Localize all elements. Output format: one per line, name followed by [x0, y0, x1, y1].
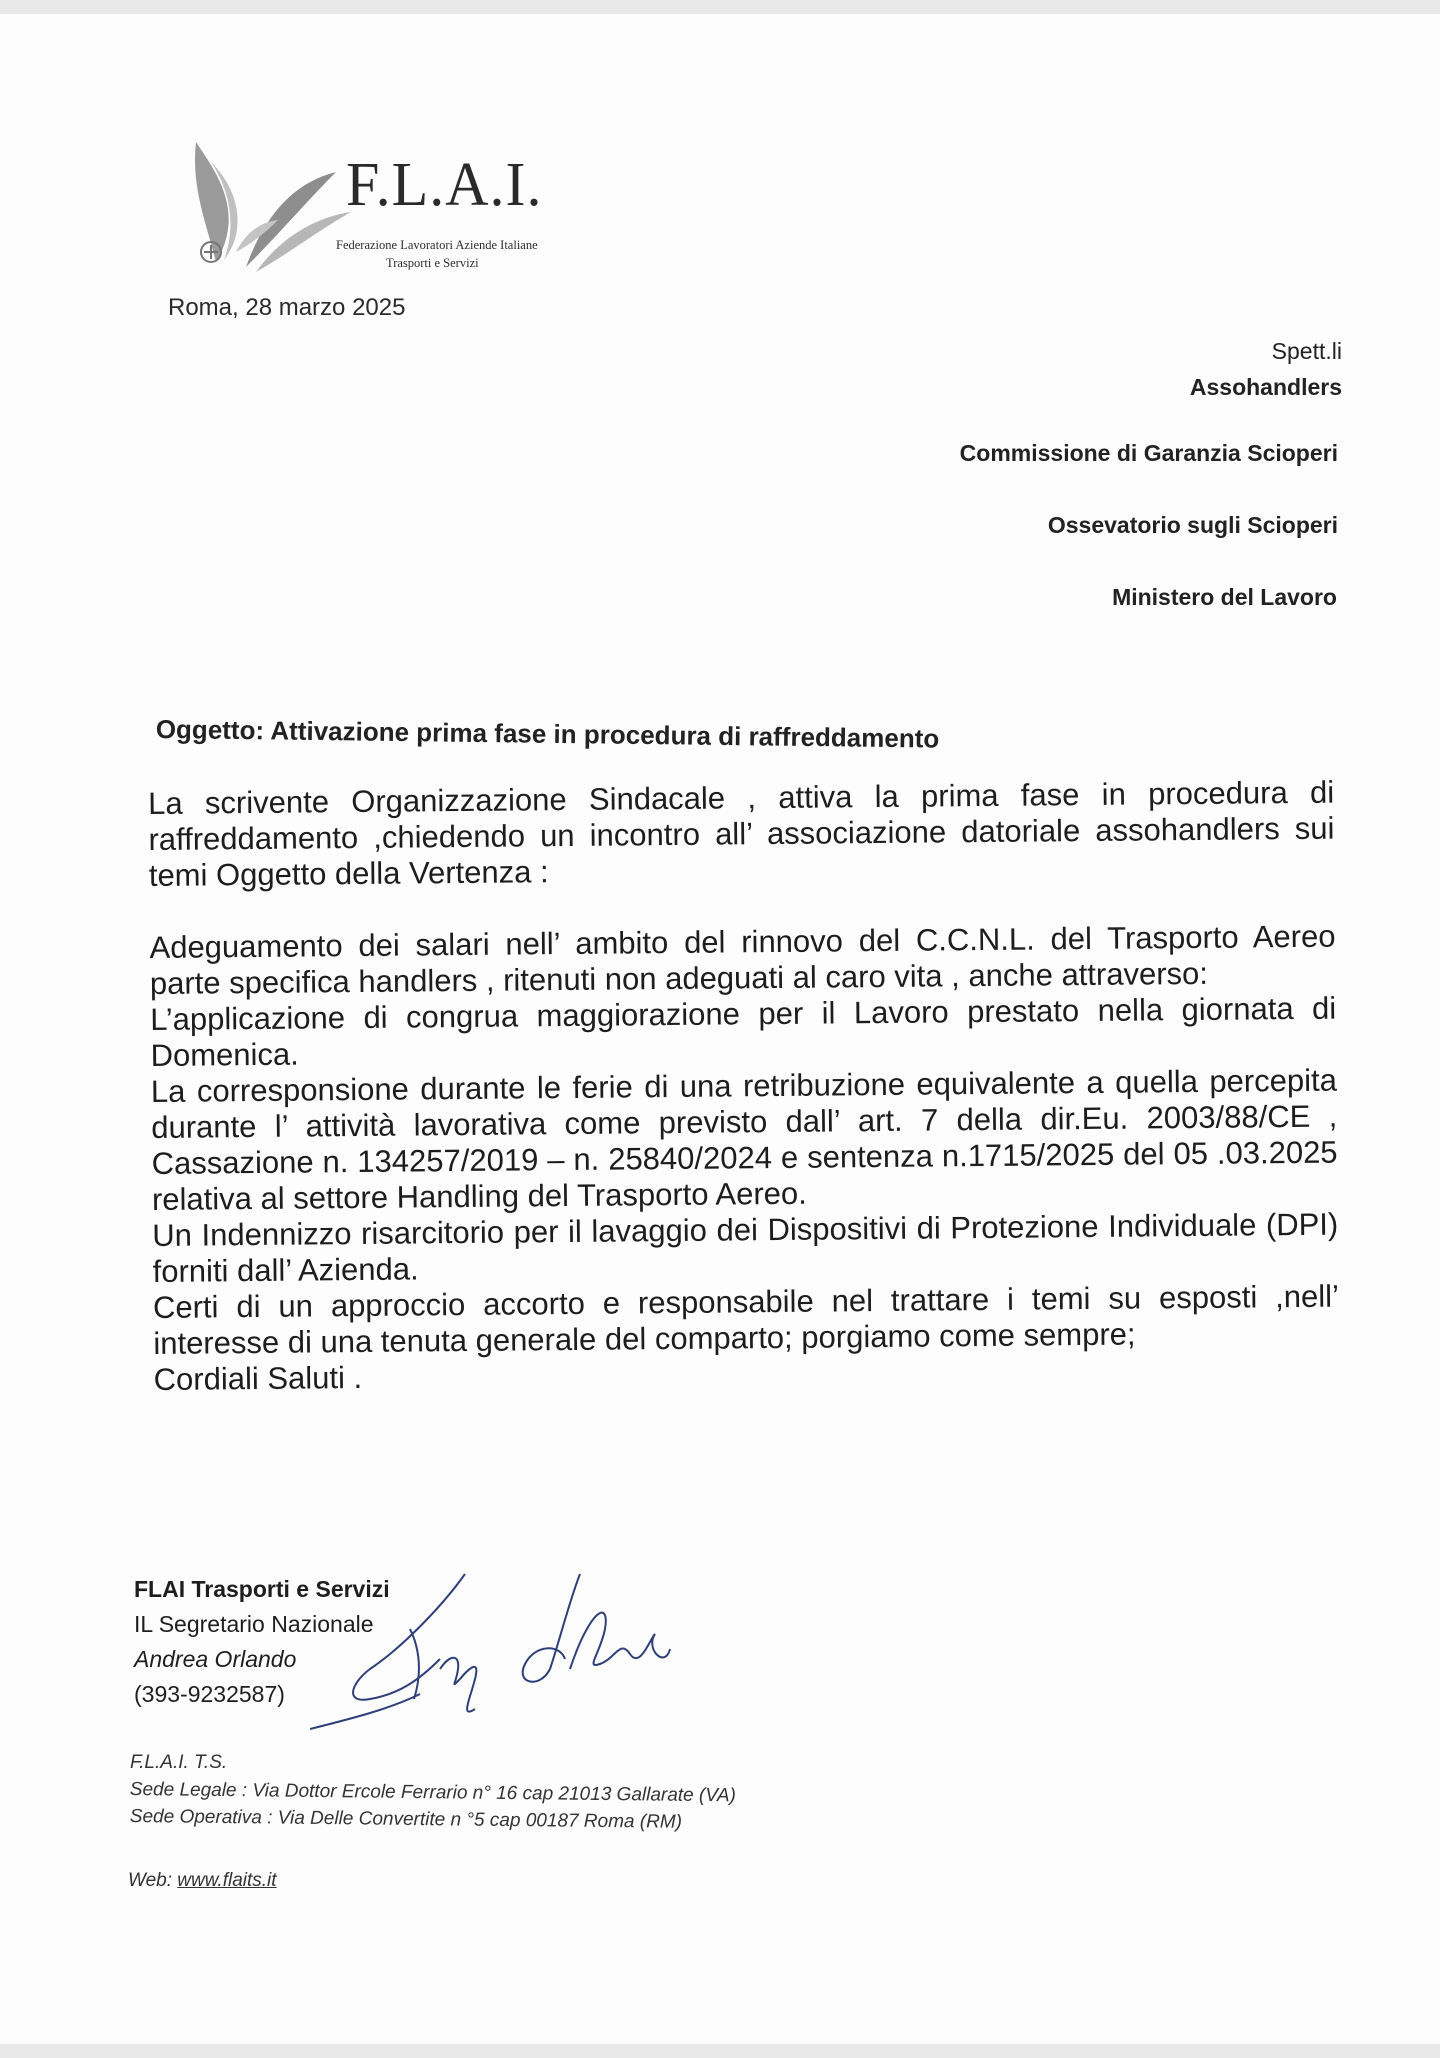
- footer-web: [128, 1870, 277, 1892]
- body-point-salari: Adeguamento dei salari nell’ ambito del rinnovo del C.C.N.L. del Trasporto Aereo parte specifica handlers , ritenuti non adeguati al caro vita , anche attraverso:: [149, 918, 1336, 1001]
- footer-legal-seat: Sede Legale : Via Dottor Ercole Ferrario n° 16 cap 21013 Gallarate (VA): [129, 1778, 737, 1807]
- signatory-organization: FLAI Trasporti e Servizi: [134, 1576, 390, 1602]
- letter-subject: Oggetto: Attivazione prima fase in procedura di raffreddamento: [155, 714, 940, 754]
- recipient-assohandlers: Assohandlers: [1189, 374, 1342, 400]
- body-point-dpi: Un Indennizzo risarcitorio per il lavaggio dei Dispositivi di Protezione Individuale (DPI) forniti dall’ Azienda.: [152, 1206, 1339, 1289]
- footer-entity: F.L.A.I. T.S.: [130, 1752, 228, 1773]
- letter-footer: [129, 1749, 737, 1833]
- signatory-role: IL Segretario Nazionale: [134, 1611, 374, 1637]
- web-link[interactable]: www.flaits.it: [177, 1870, 277, 1891]
- body-closing: Certi di un approccio accorto e responsabile nel trattare i temi su esposti ,nell’ interesse di una tenuta generale del comparto; porgiamo come sempre;: [152, 1278, 1340, 1361]
- recipient-ministero: Ministero del Lavoro: [1112, 584, 1337, 610]
- letterhead-title: F.L.A.I.: [346, 149, 543, 219]
- signatory-name: Andrea Orlando: [134, 1646, 297, 1672]
- handwritten-signature: [310, 1559, 730, 1739]
- recipient-salutation: Spett.li: [1271, 338, 1342, 364]
- letter-page: [0, 14, 1440, 2044]
- body-point-domenica: L’applicazione di congrua maggiorazione per il Lavoro prestato nella giornata di Domenica.: [150, 990, 1337, 1073]
- letterhead-subtitle-2: Trasporti e Servizi: [386, 256, 479, 270]
- footer-operating-seat: Sede Operativa : Via Delle Convertite n °5 cap 00187 Roma (RM): [129, 1805, 683, 1833]
- letterhead-logo: [186, 132, 606, 292]
- letterhead-subtitle: Federazione Lavoratori Aziende Italiane: [336, 238, 538, 252]
- body-intro: La scrivente Organizzazione Sindacale , attiva la prima fase in procedura di raffreddamento ,chiedendo un incontro all’ associazione datoriale assohandlers sui temi Oggetto della Vertenza :: [148, 774, 1335, 893]
- recipient-commissione: Commissione di Garanzia Scioperi: [959, 440, 1338, 466]
- signatory-phone: (393-9232587): [134, 1681, 285, 1707]
- web-label: Web:: [128, 1870, 173, 1891]
- body-point-ferie: La corresponsione durante le ferie di una retribuzione equivalente a quella percepita durante l’ attività lavorativa come previsto dall’ art. 7 della dir.Eu. 2003/88/CE , Cassazione n. 134257/2019 – n. 25840/2024 e sentenza n.1715/2025 del 05 .03.2025 relativa al settore Handling del Trasporto Aereo.: [150, 1062, 1338, 1217]
- letter-body: [148, 775, 1340, 1398]
- recipient-osservatorio: Ossevatorio sugli Scioperi: [1047, 512, 1338, 538]
- wings-logo-icon: [186, 132, 356, 272]
- body-greeting: Cordiali Saluti .: [153, 1359, 363, 1397]
- letter-date: Roma, 28 marzo 2025: [168, 294, 406, 321]
